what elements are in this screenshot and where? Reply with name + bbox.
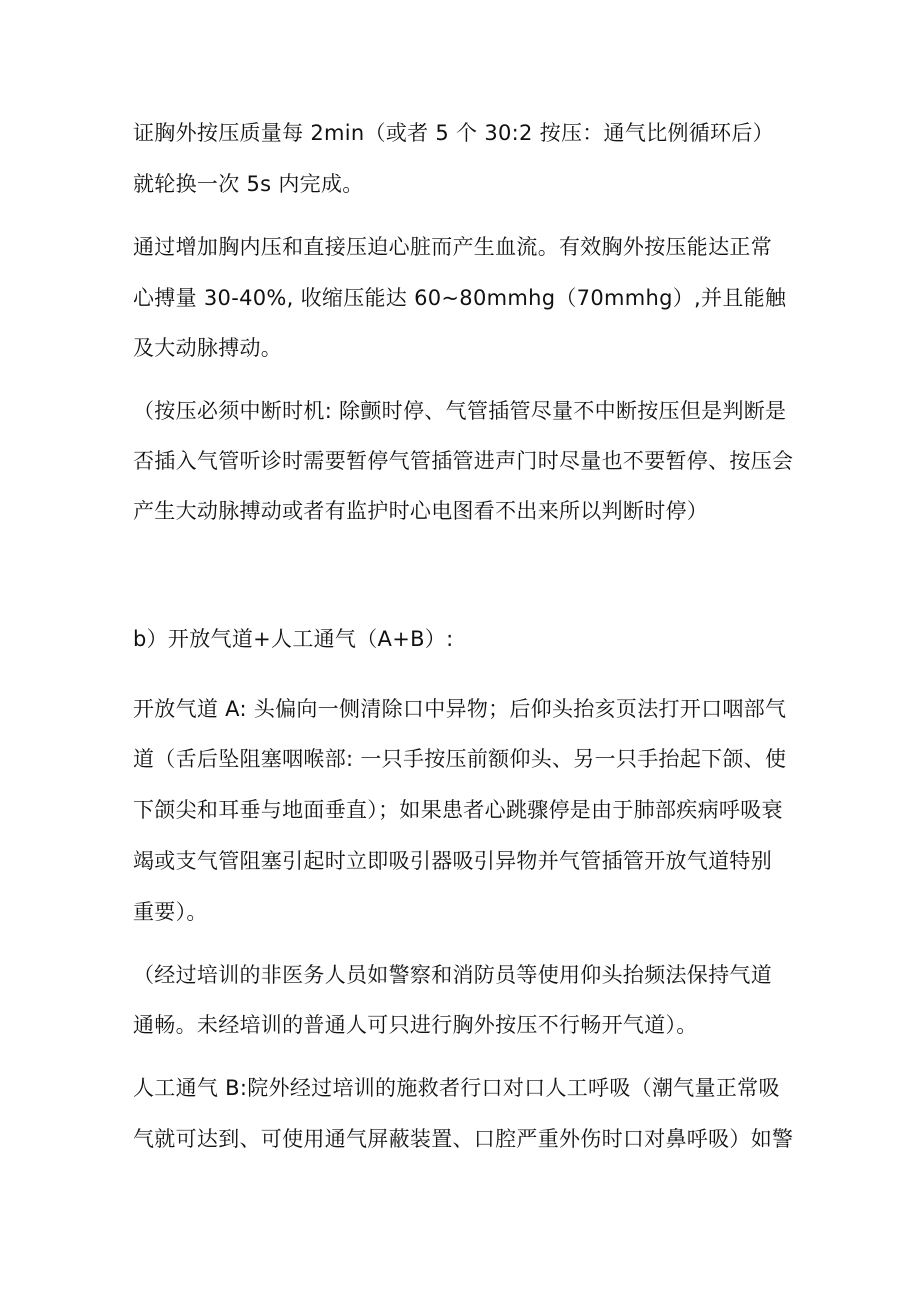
text-line: （按压必须中断时机: 除颤时停、气管插管尽量不中断按压但是判断是 bbox=[133, 399, 787, 423]
text-line: 通畅。未经培训的普通人可只进行胸外按压不行畅开气道）。 bbox=[133, 1013, 698, 1037]
text-line: （经过培训的非医务人员如警察和消防员等使用仰头抬频法保持气道 bbox=[133, 963, 772, 987]
text-line: 下颌尖和耳垂与地面垂直）；如果患者心跳骤停是由于肺部疾病呼吸衰 bbox=[133, 798, 783, 822]
text-line: 人工通气 B:院外经过培训的施救者行口对口人工呼吸（潮气量正常吸 bbox=[133, 1076, 780, 1100]
text-line: 心搏量 30-40%, 收缩压能达 60~80mmhg（70mmhg）,并且能触 bbox=[133, 286, 787, 310]
text-line: 气就可达到、可使用通气屏蔽装置、口腔严重外伤时口对鼻呼吸）如警 bbox=[133, 1127, 794, 1151]
text-line: 就轮换一次 5s 内完成。 bbox=[133, 172, 364, 196]
text-line: 及大动脉搏动。 bbox=[133, 336, 283, 360]
text-line: 通过增加胸内压和直接压迫心脏而产生血流。有效胸外按压能达正常 bbox=[133, 235, 772, 259]
text-line: 产生大动脉搏动或者有监护时心电图看不出来所以判断时停） bbox=[133, 499, 709, 523]
text-line: 竭或支气管阻塞引起时立即吸引器吸引异物并气管插管开放气道特别 bbox=[133, 849, 772, 873]
text-line: 否插入气管听诊时需要暂停气管插管进声门时尽量也不要暂停、按压会 bbox=[133, 449, 794, 473]
text-line: 证胸外按压质量每 2min（或者 5 个 30:2 按压：通气比例循环后） bbox=[133, 121, 774, 145]
text-line: 重要）。 bbox=[133, 900, 208, 924]
section-heading: b）开放气道+人工通气（A+B）: bbox=[133, 627, 454, 651]
text-line: 开放气道 A: 头偏向一侧清除口中异物；后仰头抬亥页法打开口咽部气 bbox=[133, 697, 787, 721]
text-line: 道（舌后坠阻塞咽喉部: 一只手按压前额仰头、另一只手抬起下颌、使 bbox=[133, 747, 787, 771]
